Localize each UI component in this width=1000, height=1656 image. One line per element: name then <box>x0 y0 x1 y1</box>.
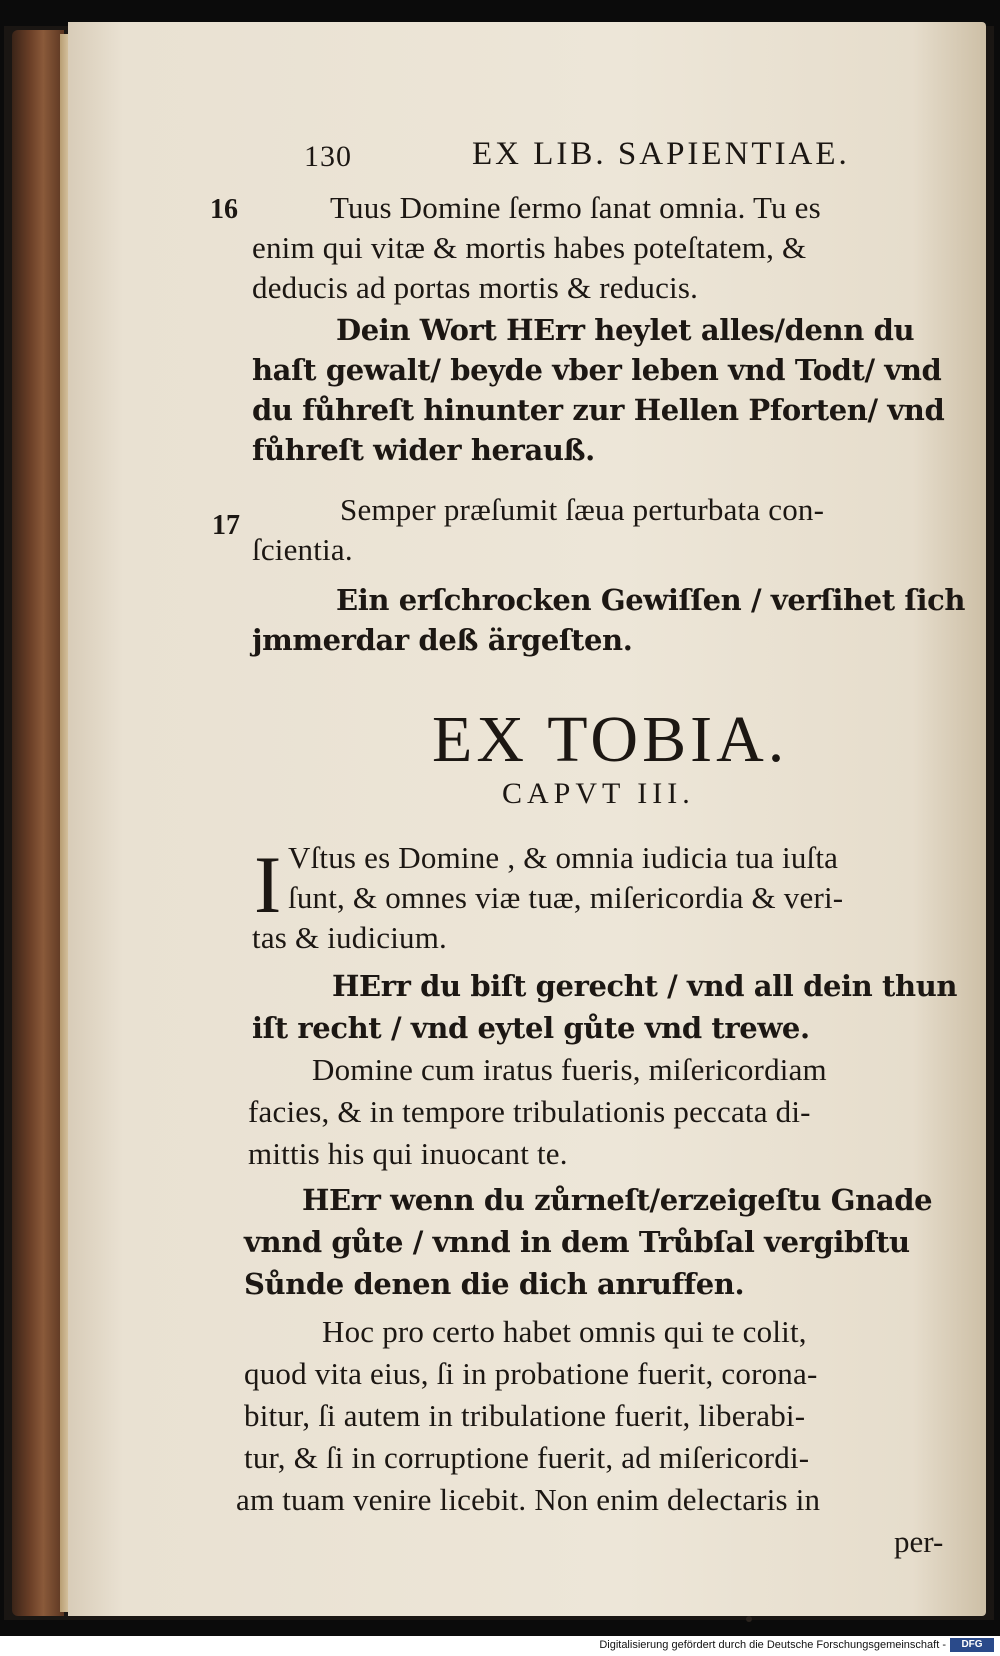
text-line: Hoc pro certo habet omnis qui te colit, <box>322 1314 807 1349</box>
text-line-german: Dein Wort HErr heylet alles/denn du <box>336 313 915 347</box>
text-line: ſcientia. <box>252 532 353 567</box>
text-line-german: du fůhreſt hinunter zur Hellen Pforten/ vnd <box>252 393 945 427</box>
text-line: enim qui vitæ & mortis habes poteſtatem, & <box>252 230 807 265</box>
text-line: Semper præſumit ſæua perturbata con- <box>340 492 825 527</box>
digitization-credit: Digitalisierung gefördert durch die Deutsche Forschungsgemeinschaft - <box>599 1639 946 1651</box>
text-line-german: jmmerdar deß ärgeſten. <box>252 623 633 657</box>
drop-initial: I <box>254 839 282 930</box>
book-page <box>68 22 986 1616</box>
text-line-german: haſt gewalt/ beyde vber leben vnd Todt/ vnd <box>252 353 942 387</box>
text-line: am tuam venire licebit. Non enim delectaris in <box>236 1482 821 1517</box>
page-number: 130 <box>304 140 352 173</box>
text-line: tur, & ſi in corruptione fuerit, ad miſericordi- <box>244 1440 810 1475</box>
text-line: bitur, ſi autem in tribulatione fuerit, liberabi- <box>244 1398 806 1433</box>
text-line: deducis ad portas mortis & reducis. <box>252 270 699 305</box>
verse-number-16: 16 <box>210 194 238 225</box>
dfg-logo[interactable]: DFG <box>950 1638 994 1652</box>
running-header: EX LIB. SAPIENTIAE. <box>472 136 850 172</box>
text-line-german: vnnd gůte / vnnd in dem Trůbſal vergibſtu <box>244 1225 910 1259</box>
text-line-german: HErr du biſt gerecht / vnd all dein thun <box>332 969 958 1003</box>
section-title: EX TOBIA. <box>432 703 789 776</box>
book-binding <box>12 30 64 1616</box>
text-line: quod vita eius, ſi in probatione fuerit, corona- <box>244 1356 818 1391</box>
text-line: mittis his qui inuocant te. <box>248 1136 568 1171</box>
catchword: per- <box>894 1524 944 1559</box>
text-line-german: Sůnde denen die dich anruffen. <box>244 1267 745 1301</box>
text-line: ſunt, & omnes viæ tuæ, miſericordia & veri- <box>288 880 844 915</box>
text-line-german: Ein erſchrocken Gewiſſen / verſihet ſich <box>336 583 966 617</box>
text-line-german: iſt recht / vnd eytel gůte vnd trewe. <box>252 1011 810 1045</box>
verse-number-17: 17 <box>212 510 240 541</box>
text-line: tas & iudicium. <box>252 920 448 955</box>
text-line: Tuus Domine ſermo ſanat omnia. Tu es <box>330 190 821 225</box>
text-line-german: HErr wenn du zůrneſt/erzeigeſtu Gnade <box>302 1183 933 1217</box>
text-line: Domine cum iratus fueris, miſericordiam <box>312 1052 827 1087</box>
chapter-heading: CAPVT III. <box>502 777 695 810</box>
text-line-german: fůhreſt wider herauß. <box>252 433 595 467</box>
text-line: facies, & in tempore tribulationis peccata di- <box>248 1094 811 1129</box>
text-line: Vſtus es Domine , & omnia iudicia tua iuſta <box>288 840 839 875</box>
